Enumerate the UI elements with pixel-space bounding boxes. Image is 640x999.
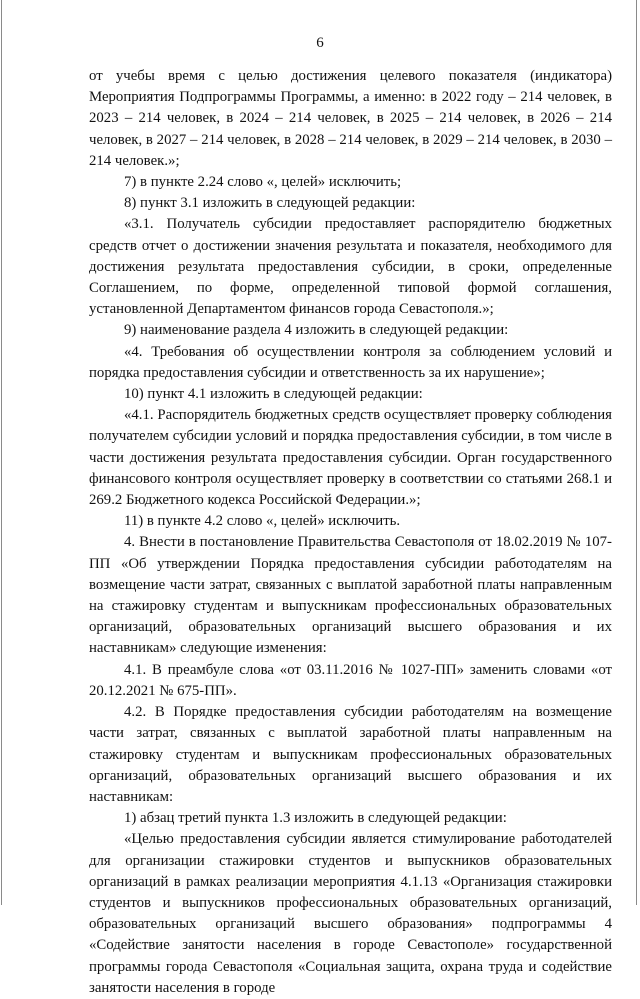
paragraph: 4.2. В Порядке предоставления субсидии работодателям на возмещение части затрат, связанных с выплатой заработной платы направленным на стажировку студентам и выпускникам профессиональных образовательных организаций, образовательных организаций высшего образования и их наставникам: — [89, 704, 612, 805]
paragraph: от учебы время с целью достижения целевого показателя (индикатора) Мероприятия Подпрограммы Программы, а именно: в 2022 году – 214 человек, в 2023 – 214 человек, в 2024 – 214 человек, в 2025 – 214 человек, в 2026 – 214 человек, в 2027 – 214 человек, в 2028 – 214 человек, в 2029 – 214 человек, в 2030 – 214 человек.»; — [89, 68, 612, 169]
paragraph: 10) пункт 4.1 изложить в следующей редакции: — [124, 386, 423, 403]
paragraph: 11) в пункте 4.2 слово «, целей» исключить. — [124, 513, 401, 530]
paragraph: «3.1. Получатель субсидии предоставляет распорядителю бюджетных средств отчет о достижении значения результата и показателя, необходимого для достижения результата предоставления субсидии, в сроки, определенные Соглашением, по форме, определенной типовой формой соглашения, установленной Департаментом финансов города Севастополя.»; — [89, 216, 612, 318]
paragraph: 7) в пункте 2.24 слово «, целей» исключить; — [124, 174, 402, 191]
paragraph: «4.1. Распорядитель бюджетных средств осуществляет проверку соблюдения получателем субсидии условий и порядка предоставления субсидии, в том числе в части достижения результата предоставления субсидии. Орган государственного финансового контроля осуществляет проверку в соответствии со статьями 268.1 и 269.2 Бюджетного кодекса Российской Федерации.»; — [89, 407, 612, 509]
paragraph: 4. Внести в постановление Правительства Севастополя от 18.02.2019 № 107-ПП «Об утверждении Порядка предоставления субсидии работодателям на возмещение части затрат, связанных с выплатой заработной платы направленным на стажировку студентам и выпускникам профессиональных образовательных организаций, образовательных организаций высшего образования и их наставникам» следующие изменения: — [89, 534, 612, 657]
page-number: 6 — [316, 35, 324, 51]
paragraph: 8) пункт 3.1 изложить в следующей редакции: — [124, 195, 416, 212]
scan-right-edge — [636, 0, 637, 905]
paragraph: 1) абзац третий пункта 1.3 изложить в следующей редакции: — [124, 810, 507, 827]
document-body — [89, 66, 612, 999]
paragraph: 4.1. В преамбуле слова «от 03.11.2016 № 1027-ПП» заменить словами «от 20.12.2021 № 675-ПП». — [89, 661, 612, 699]
paragraph: «4. Требования об осуществлении контроля за соблюдением условий и порядка предоставления субсидии и ответственность за их нарушение»; — [89, 343, 612, 381]
scan-left-edge — [1, 0, 2, 905]
paragraph: «Целью предоставления субсидии является стимулирование работодателей для организации стажировки студентов и выпускников образовательных организаций в рамках реализации мероприятия 4.1.13 «Организация стажировки студентов и выпускников профессиональных образовательных организаций, образовательных организаций высшего образования» подпрограммы 4 «Содействие занятости населения в городе Севастополе» государственной программы города Севастополя «Социальная защита, охрана труда и содействие занятости населения в городе — [89, 831, 612, 996]
paragraph: 9) наименование раздела 4 изложить в следующей редакции: — [124, 322, 509, 339]
